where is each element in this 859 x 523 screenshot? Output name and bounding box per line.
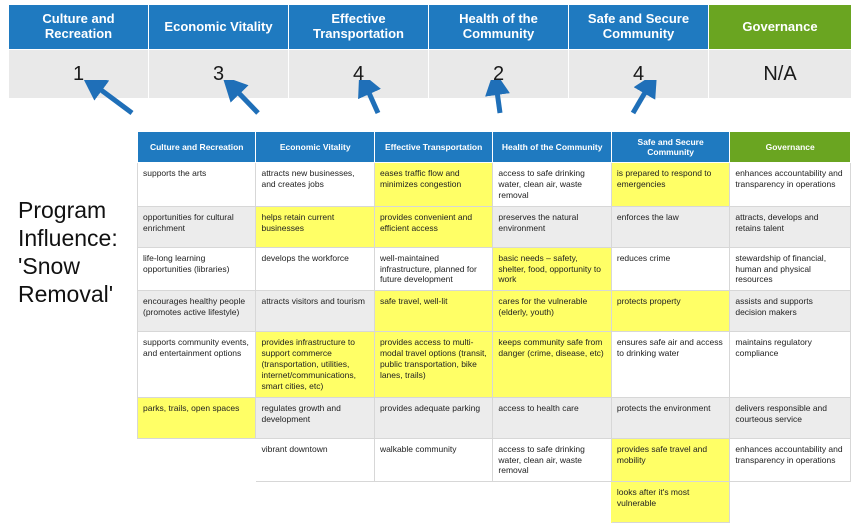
scorecard-header-culture-and-recreation: Culture and Recreation xyxy=(9,5,149,50)
matrix-row xyxy=(138,163,851,207)
matrix-row xyxy=(138,397,851,438)
matrix-cell: attracts, develops and retains talent xyxy=(730,206,851,247)
matrix-cell: opportunities for cultural enrichment xyxy=(138,206,256,247)
matrix-cell: is prepared to respond to emergencies xyxy=(611,163,729,207)
matrix-header-safe-and-secure-community: Safe and Secure Community xyxy=(611,132,729,163)
matrix-cell: protects property xyxy=(611,291,729,332)
matrix-cell: regulates growth and development xyxy=(256,397,374,438)
score-economic-vitality: 3 xyxy=(149,50,289,99)
matrix-cell: access to safe drinking water, clean air, waste removal xyxy=(493,163,611,207)
matrix-cell: helps retain current businesses xyxy=(256,206,374,247)
matrix-cell xyxy=(138,438,256,482)
influence-matrix xyxy=(137,131,851,523)
matrix-cell: looks after it's most vulnerable xyxy=(611,482,729,523)
matrix-header-effective-transportation: Effective Transportation xyxy=(374,132,492,163)
matrix-cell: attracts new businesses, and creates jobs xyxy=(256,163,374,207)
caption-line-4: Removal' xyxy=(18,281,114,308)
matrix-cell xyxy=(730,482,851,523)
matrix-header-health-of-the-community: Health of the Community xyxy=(493,132,611,163)
scorecard-header-effective-transportation: Effective Transportation xyxy=(289,5,429,50)
matrix-cell: provides safe travel and mobility xyxy=(611,438,729,482)
matrix-cell: provides access to multi-modal travel options (transit, public transportation, bike lanes, trails) xyxy=(374,332,492,397)
matrix-cell: provides adequate parking xyxy=(374,397,492,438)
matrix-row xyxy=(138,332,851,397)
score-safe-and-secure-community: 4 xyxy=(569,50,709,99)
matrix-cell: stewardship of financial, human and physical resources xyxy=(730,247,851,291)
matrix-cell: enforces the law xyxy=(611,206,729,247)
matrix-cell: attracts visitors and tourism xyxy=(256,291,374,332)
matrix-cell: maintains regulatory compliance xyxy=(730,332,851,397)
scorecard-header-row xyxy=(9,5,852,50)
matrix-row xyxy=(138,291,851,332)
matrix-header-culture-and-recreation: Culture and Recreation xyxy=(138,132,256,163)
matrix-cell: cares for the vulnerable (elderly, youth) xyxy=(493,291,611,332)
matrix-cell: encourages healthy people (promotes active lifestyle) xyxy=(138,291,256,332)
matrix-cell xyxy=(493,482,611,523)
matrix-cell: supports community events, and entertainment options xyxy=(138,332,256,397)
scorecard-table xyxy=(8,4,852,99)
matrix-cell xyxy=(138,482,256,523)
matrix-cell: vibrant downtown xyxy=(256,438,374,482)
matrix-header-row xyxy=(138,132,851,163)
matrix-cell: access to safe drinking water, clean air, waste removal xyxy=(493,438,611,482)
program-influence-caption xyxy=(18,196,136,308)
score-governance: N/A xyxy=(709,50,852,99)
scorecard-header-economic-vitality: Economic Vitality xyxy=(149,5,289,50)
matrix-cell: enhances accountability and transparency in operations xyxy=(730,438,851,482)
matrix-cell: basic needs – safety, shelter, food, opportunity to work xyxy=(493,247,611,291)
matrix-cell: parks, trails, open spaces xyxy=(138,397,256,438)
matrix-header-governance: Governance xyxy=(730,132,851,163)
matrix-cell: access to health care xyxy=(493,397,611,438)
matrix-row xyxy=(138,247,851,291)
matrix-cell: well-maintained infrastructure, planned for future development xyxy=(374,247,492,291)
matrix-cell xyxy=(256,482,374,523)
matrix-cell: ensures safe air and access to drinking water xyxy=(611,332,729,397)
score-culture-and-recreation: 1 xyxy=(9,50,149,99)
caption-line-1: Program xyxy=(18,197,107,223)
matrix-cell: keeps community safe from danger (crime, disease, etc) xyxy=(493,332,611,397)
scorecard-header-governance: Governance xyxy=(709,5,852,50)
caption-line-2: Influence: xyxy=(18,225,118,252)
score-health-of-the-community: 2 xyxy=(429,50,569,99)
scorecard-header-health-of-the-community: Health of the Community xyxy=(429,5,569,50)
matrix-cell: life-long learning opportunities (libraries) xyxy=(138,247,256,291)
matrix-cell: develops the workforce xyxy=(256,247,374,291)
matrix-cell: assists and supports decision makers xyxy=(730,291,851,332)
matrix-cell: delivers responsible and courteous service xyxy=(730,397,851,438)
scorecard xyxy=(8,4,851,99)
influence-matrix-table xyxy=(137,131,851,523)
matrix-row xyxy=(138,438,851,482)
matrix-cell: provides convenient and efficient access xyxy=(374,206,492,247)
matrix-cell xyxy=(374,482,492,523)
matrix-cell: enhances accountability and transparency in operations xyxy=(730,163,851,207)
caption-line-3: 'Snow xyxy=(18,253,80,280)
matrix-header-economic-vitality: Economic Vitality xyxy=(256,132,374,163)
matrix-cell: eases traffic flow and minimizes congestion xyxy=(374,163,492,207)
matrix-row xyxy=(138,482,851,523)
matrix-cell: preserves the natural environment xyxy=(493,206,611,247)
matrix-body xyxy=(138,163,851,523)
matrix-cell: reduces crime xyxy=(611,247,729,291)
score-effective-transportation: 4 xyxy=(289,50,429,99)
matrix-cell: safe travel, well-lit xyxy=(374,291,492,332)
matrix-cell: walkable community xyxy=(374,438,492,482)
matrix-cell: provides infrastructure to support commerce (transportation, utilities, internet/communications, smart cities, etc) xyxy=(256,332,374,397)
matrix-row xyxy=(138,206,851,247)
matrix-cell: protects the environment xyxy=(611,397,729,438)
matrix-cell: supports the arts xyxy=(138,163,256,207)
scorecard-header-safe-and-secure-community: Safe and Secure Community xyxy=(569,5,709,50)
scorecard-score-row xyxy=(9,50,852,99)
